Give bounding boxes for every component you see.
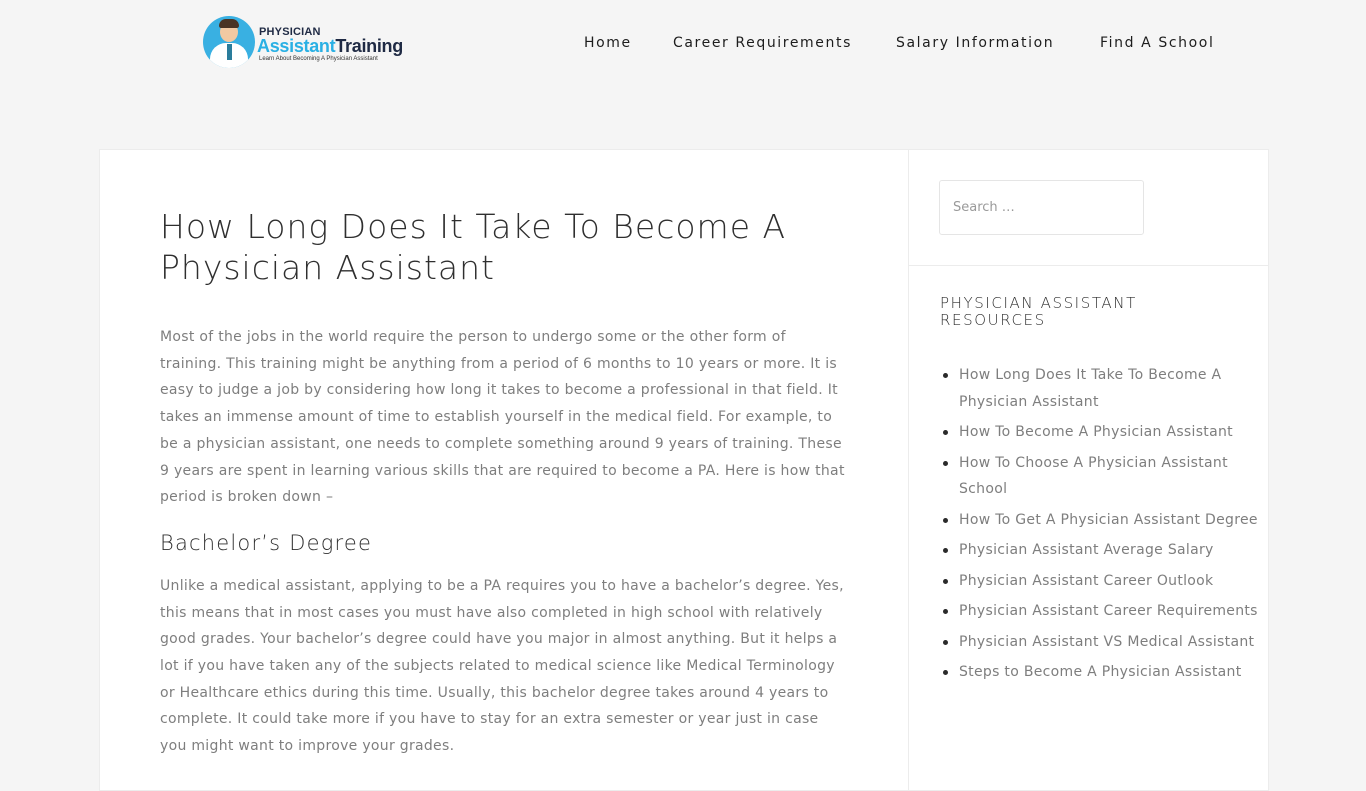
nav-home[interactable]: Home: [584, 35, 632, 51]
resource-link[interactable]: Physician Assistant Career Outlook: [959, 572, 1214, 589]
content-card: [99, 149, 1269, 791]
page-title: How Long Does It Take To Become A Physician Assistant: [160, 207, 787, 287]
resources-widget-title: PHYSICIAN ASSISTANT RESOURCES: [940, 294, 1137, 329]
list-item: [959, 629, 1259, 656]
resource-link[interactable]: How To Become A Physician Assistant: [959, 424, 1233, 440]
resource-link[interactable]: Physician Assistant Career Requirements: [959, 603, 1258, 619]
resources-list: [939, 362, 1259, 690]
logo-line2: AssistantTraining: [257, 36, 403, 56]
resource-link[interactable]: Physician Assistant VS Medical Assistant: [959, 633, 1255, 650]
article-intro: Most of the jobs in the world require the person to undergo some or the other form of training. This training might be anything from a period of 6 months to 10 years or more. It is easy to judge a job by considering how long it takes to become a professional in that field. It takes an immense amount of time to establish yourself in the medical field. For example, to be a physician assistant, one needs to complete something around 9 years of training. These 9 years are spent in learning various skills that are required to become a PA. Here is how that period is broken down –: [160, 329, 845, 506]
logo-tagline: Learn About Becoming A Physician Assistant: [259, 56, 378, 62]
list-item: [959, 568, 1259, 595]
list-item: [959, 450, 1259, 503]
section-heading: Bachelor’s Degree: [160, 530, 373, 555]
sidebar-divider: [909, 265, 1268, 266]
doctor-logo-icon: [203, 16, 255, 68]
site-logo[interactable]: [203, 14, 403, 72]
section-text: Unlike a medical assistant, applying to be a PA requires you to have a bachelor’s degree. Yes, this means that in most cases you must have also completed in high school with relatively good grades. Your bachelor’s degree could have you major in almost anything. But it helps a lot if you have taken any of the subjects related to medical science like Medical Terminology or Healthcare ethics during this time. Usually, this bachelor degree takes around 4 years to complete. It could take more if you have to stay for an extra semester or year just in case you might want to improve your grades.: [160, 577, 844, 755]
site-header: [0, 0, 1366, 88]
list-item: [959, 419, 1259, 446]
resource-link[interactable]: Physician Assistant Average Salary: [959, 542, 1214, 558]
resource-link[interactable]: How Long Does It Take To Become A Physician Assistant: [959, 367, 1222, 410]
resource-link[interactable]: Steps to Become A Physician Assistant: [959, 664, 1242, 680]
nav-career-requirements[interactable]: Career Requirements: [673, 35, 852, 51]
list-item: [959, 598, 1259, 625]
list-item: [959, 362, 1259, 415]
list-item: [959, 537, 1259, 564]
list-item: [959, 659, 1259, 686]
logo-line1: PHYSICIAN: [259, 26, 321, 38]
resource-link[interactable]: How To Choose A Physician Assistant School: [959, 454, 1228, 497]
list-item: [959, 507, 1259, 534]
resource-link[interactable]: How To Get A Physician Assistant Degree: [959, 511, 1258, 528]
column-divider: [908, 150, 909, 790]
nav-salary-information[interactable]: Salary Information: [896, 35, 1055, 51]
nav-find-a-school[interactable]: Find A School: [1100, 35, 1215, 51]
article: [160, 206, 848, 760]
search-input[interactable]: [939, 180, 1144, 235]
